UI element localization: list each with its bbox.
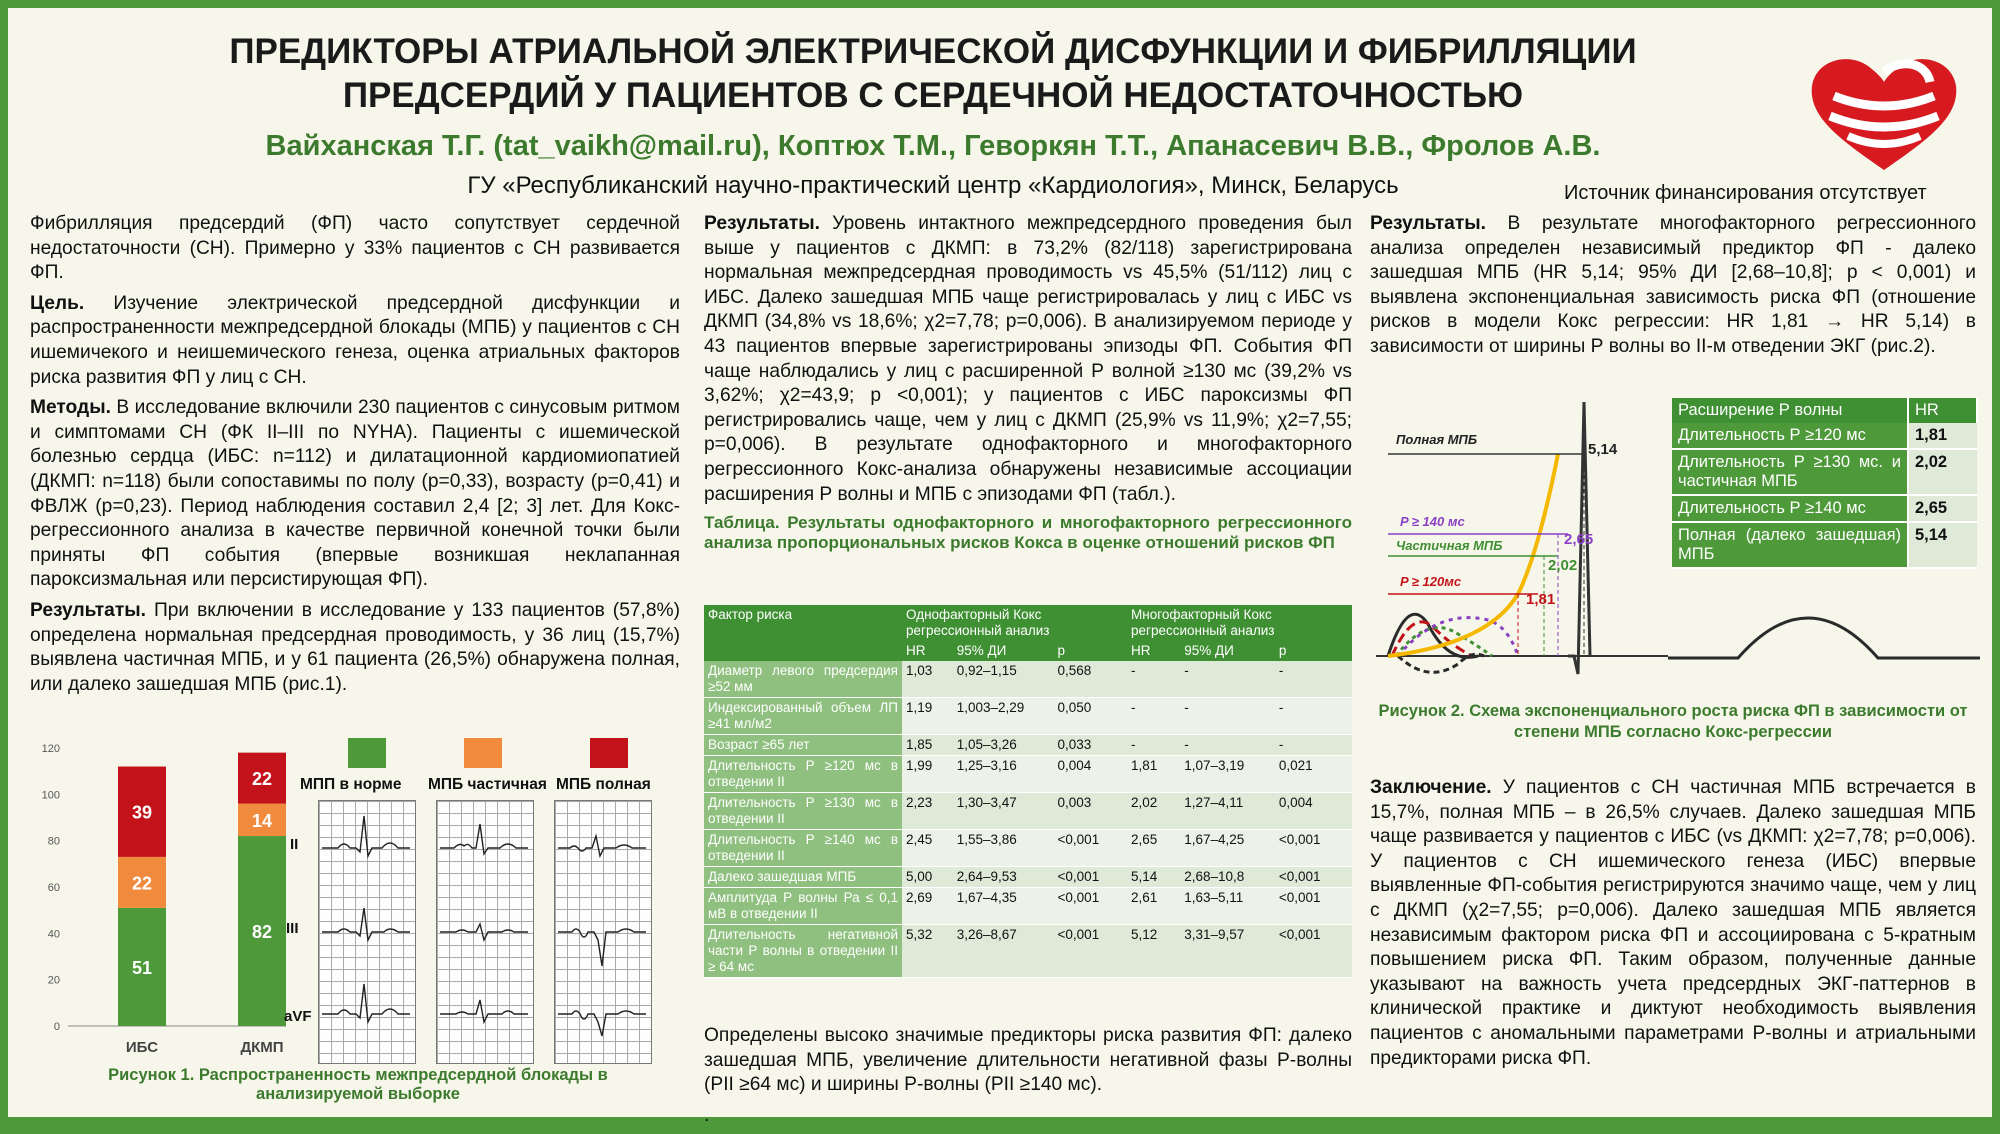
value-cell: 1,99 [902,756,953,793]
table-row [704,830,1352,867]
poster [8,8,1992,1126]
bar-value-label: 82 [251,922,273,943]
results-paragraph-2: Результаты. Уровень интактного межпредсердного проведения был выше у пациентов с ДКМП: в 73,2% (82/118) зарегистрирована нормальная межпредсердная проводимость vs 45,5% (51/112) лиц с ИБС. Далеко зашедшая МПБ чаще регистрировалась у лиц с ИБС vs ДКМП (34,8% vs 18,6%; χ2=7,78; p=0,006). В анализируемом периоде у 43 пациентов впервые зарегистрированы эпизоды ФП. События ФП чаще наблюдались у лиц с расширенной Р волной ≥130 мс (39,2% vs 3,62%; χ2=43,9; р <0,001); у пациентов с ИБС пароксизмы ФП регистрировались чаще, чем у лиц с ДКМП (25,9% vs 11,9%; χ2=7,55; p=0,006). В результате однофакторного и многофакторного регрессионного Кокс-анализа обнаружены независимые ассоциации расширения Р волны и МПБ с эпизодами ФП (табл.). [704,213,1352,505]
value-cell: 2,69 [902,888,953,925]
hr-table-row [1672,423,1977,449]
table-row [704,661,1352,698]
value-cell: <0,001 [1275,888,1352,925]
table-caption: Таблица. Результаты однофакторного и многофакторного регрессионного анализа пропорциональных рисков Кокса в оценке отношений рисков ФП [704,513,1352,553]
figure-2-caption: Рисунок 2. Схема экспоненциального роста риска ФП в зависимости от степени МПБ согласно Кокс-регрессии [1378,702,1968,741]
column-2 [704,212,1352,559]
label-p120: P ≥ 120мс [1400,574,1462,589]
value-cell: 5,32 [902,925,953,978]
value-cell: 0,021 [1275,756,1352,793]
lead-label-avf: aVF [284,1008,312,1025]
value-cell: 5,12 [1127,925,1180,978]
results-paragraph-3: Результаты. В результате многофакторного регрессионного анализа определен независимый предиктор ФП - далеко зашедшая МПБ (HR 5,14; 95% ДИ [2,68–10,8]; p < 0,001) и выявлена экспоненциальная зависимость риска ФП (отношение рисков в модели Кокс регрессии: HR 1,81 → HR 5,14) в зависимости от ширины Р волны во II-м отведении ЭКГ (рис.2). [1370,213,1976,357]
ecg-traces [318,800,658,1064]
affiliation: ГУ «Республиканский научно-практический центр «Кардиология», Минск, Беларусь [467,172,1399,199]
value-cell: 0,050 [1054,698,1127,735]
value-cell: 1,81 [1127,756,1180,793]
y-tick-label: 80 [47,835,60,848]
value-cell: <0,001 [1054,830,1127,867]
value-cell: - [1127,661,1180,698]
value-cell: - [1180,735,1275,756]
label-p140: P ≥ 140 мс [1400,514,1465,529]
bar-value-label: 22 [131,873,153,894]
funding-note: Источник финансирования отсутствует [1564,182,1927,204]
figure-1-bar-chart [28,726,293,1066]
hr-table-row [1672,495,1977,522]
figure-2-diagram [1368,394,1668,694]
stray-dot: . [704,1104,710,1126]
lead-label-iii: III [286,920,299,937]
hr-factor-cell: Длительность Р ≥130 мс. и частичная МПБ [1672,449,1908,495]
value-cell: 5,00 [902,867,953,888]
figure-1-caption: Рисунок 1. Распространенность межпредсердной блокады в анализируемой выборке [108,1066,608,1103]
legend-swatch-normal [348,738,386,768]
hr-value-cell: 2,65 [1908,495,1977,522]
intro-text: Фибрилляция предсердий (ФП) часто сопутствует сердечной недостаточности (СН). Примерно у 33% пациентов с СН развивается ФП. [30,213,680,284]
value-cell: 2,02 [1127,793,1180,830]
value-cell: 1,25–3,16 [953,756,1054,793]
hr-factor-cell: Длительность Р ≥140 мс [1672,495,1908,522]
value-cell: 0,004 [1275,793,1352,830]
value-cell: 3,31–9,57 [1180,925,1275,978]
heart-logo-icon [1804,52,1964,176]
bar-value-label: 51 [131,957,153,978]
value-cell: 0,004 [1054,756,1127,793]
y-tick-label: 100 [41,789,60,802]
summary-text: Определены высоко значимые предикторы риска развития ФП: далеко зашедшая МПБ, увеличение длительности негативной фазы Р-волны (PII ≥64 мс) и ширины Р-волны (PII ≥140 мс). [704,1025,1352,1096]
value-cell: - [1275,661,1352,698]
table-header-p: p [1275,641,1352,661]
value-cell: 1,03 [902,661,953,698]
value-cell: 2,65 [1127,830,1180,867]
ecg-trace-partial-iii [440,924,528,940]
results-paragraph-1: Результаты. При включении в исследование у 133 пациентов (57,8%) определена нормальная предсердная проводимость, у 36 лиц (15,7%) выявлена частичная МПБ, и у 61 пациента (26,5%) обнаружена полная, или далеко зашедшая МПБ (рис.1). [30,599,680,695]
column-2-summary [704,1024,1352,1134]
value-cell: 0,568 [1054,661,1127,698]
value-cell: 1,27–4,11 [1180,793,1275,830]
risk-factor-cell: Длительность негативной части Р волны в отведении II ≥ 64 мс [704,925,902,978]
value-cell: 2,45 [902,830,953,867]
table-row [704,925,1352,978]
risk-factor-cell: Индексированный объем ЛП ≥41 мл/м2 [704,698,902,735]
table-header-p: p [1054,641,1127,661]
value-5-14: 5,14 [1588,441,1618,458]
bar-value-label: 14 [251,810,273,831]
bar-value-label: 39 [131,802,153,823]
cox-results-table [704,605,1352,978]
ecg-trace-partial-ii [440,824,528,854]
column-3 [1370,212,1976,366]
ecg-trace-normal-ii [322,816,410,856]
value-cell: <0,001 [1054,925,1127,978]
value-cell: 0,92–1,15 [953,661,1054,698]
value-cell: 3,26–8,67 [953,925,1054,978]
bar-value-label: 22 [251,769,273,790]
value-cell: 2,23 [902,793,953,830]
legend-normal: МПП в норме [300,776,402,793]
y-tick-label: 120 [41,743,60,755]
risk-factor-cell: Далеко зашедшая МПБ [704,867,902,888]
authors: Вайханская Т.Г. (tat_vaikh@mail.ru), Коптюх Т.М., Геворкян Т.Т., Апанасевич В.В., Фролов А.В. [265,130,1601,162]
value-cell: 5,14 [1127,867,1180,888]
y-tick-label: 0 [53,1021,60,1033]
risk-factor-cell: Длительность Р ≥140 мс в отведении II [704,830,902,867]
lead-label-ii: II [290,836,299,853]
value-cell: 1,63–5,11 [1180,888,1275,925]
y-tick-label: 20 [47,974,60,987]
legend-partial: МПБ частичная [428,776,547,793]
hr-table-header-2: HR [1908,398,1977,423]
table-row [704,867,1352,888]
risk-factor-cell: Длительность Р ≥130 мс в отведении II [704,793,902,830]
value-cell: - [1180,698,1275,735]
ecg-trace-normal-avf [322,984,410,1022]
hr-factor-cell: Полная (далеко зашедшая) МПБ [1672,522,1908,568]
value-cell: 1,67–4,35 [953,888,1054,925]
hr-factor-cell: Длительность Р ≥120 мс [1672,423,1908,449]
category-label: ИБС [125,1039,159,1056]
table-row [704,888,1352,925]
value-cell: 1,05–3,26 [953,735,1054,756]
category-label: ДКМП [240,1039,284,1056]
hr-table-header-1: Расширение Р волны [1672,398,1908,423]
value-cell: 1,55–3,86 [953,830,1054,867]
risk-factor-cell: Длительность Р ≥120 мс в отведении II [704,756,902,793]
value-cell: 0,033 [1054,735,1127,756]
ecg-trace-normal-iii [322,908,410,940]
ecg-trace-full-avf [558,1011,646,1036]
value-cell: <0,001 [1275,830,1352,867]
value-cell: - [1180,661,1275,698]
legend-swatch-partial [464,738,502,768]
label-full-mpb: Полная МПБ [1396,432,1478,447]
value-cell: 2,68–10,8 [1180,867,1275,888]
column-1 [30,212,680,703]
risk-factor-cell: Амплитуда Р волны Ра ≤ 0,1 мВ в отведении II [704,888,902,925]
y-tick-label: 40 [47,928,60,941]
label-partial-mpb: Частичная МПБ [1396,538,1503,553]
value-cell: - [1127,698,1180,735]
legend-swatch-full [590,738,628,768]
value-cell: 1,003–2,29 [953,698,1054,735]
conclusion-paragraph: Заключение. У пациентов с СН частичная МПБ встречается в 15,7%, полная МПБ – в 26,5% случаев. Далеко зашедшая МПБ чаще развивается у пациентов с ИБС (vs ДКМП: χ2=7,78; p=0,006). У пациентов с СН ишемического генеза (ИБС) впервые выявленные ФП-события регистрируются значимо чаще, чем у лиц с ДКМП (χ2=7,55; p=0,006). Далеко зашедшая МПБ является независимым фактором риска ФП и ассоциирована с 5-кратным повышением риска ФП. Таким образом, полученные данные указывают на важность учета предсердных ЭКГ-паттернов в клинической практике и диктуют необходимость выявления пациентов с аномальными параметрами Р-волны и атриальными предикторами риска ФП. [1370,777,1976,1069]
ecg-trace-partial-avf [440,1000,528,1022]
ecg-trace-full-ii [558,836,646,856]
hr-value-cell: 2,02 [1908,449,1977,495]
value-cell: 2,61 [1127,888,1180,925]
hr-table-row [1672,449,1977,495]
ecg-trace-full-iii [558,929,646,966]
value-cell: <0,001 [1275,867,1352,888]
value-cell: 1,85 [902,735,953,756]
hr-table-row [1672,522,1977,568]
column-3-conclusion [1370,776,1976,1077]
value-cell: 2,64–9,53 [953,867,1054,888]
methods-paragraph: Методы. В исследование включили 230 пациентов с синусовым ритмом и симптомами СН (ФК II–III по NYHA). Пациенты с ишемической болезнью сердца (ИБС: n=112) и дилатационной кардиомиопатией (ДКМП: n=118) были сопоставимы по полу (p=0,33), возрасту (p=0,41) и ФВЛЖ (p=0,23). Период наблюдения составил 2,4 [2; 3] лет. Для Кокс-регрессионного анализа в качестве первичной конечной точки были приняты ФП события (впервые возникшая неклапанная пароксизмальная или персистирующая ФП). [30,397,680,591]
table-header-factor: Фактор риска [704,605,902,661]
value-cell: <0,001 [1054,888,1127,925]
y-tick-label: 60 [47,882,60,894]
risk-factor-cell: Диаметр левого предсердия ≥52 мм [704,661,902,698]
poster-title: ПРЕДИКТОРЫ АТРИАЛЬНОЙ ЭЛЕКТРИЧЕСКОЙ ДИСФУНКЦИИ И ФИБРИЛЛЯЦИИ ПРЕДСЕРДИЙ У ПАЦИЕНТОВ С СЕРДЕЧНОЙ НЕДОСТАТОЧНОСТЬЮ [229,32,1637,115]
value-cell: - [1275,735,1352,756]
value-2-02: 2,02 [1548,557,1578,574]
value-cell: <0,001 [1275,925,1352,978]
value-cell: <0,001 [1054,867,1127,888]
value-cell: - [1275,698,1352,735]
table-header-ci: 95% ДИ [953,641,1054,661]
aim-paragraph: Цель. Изучение электрической предсердной дисфункции и распространенности межпредсердной блокады (МПБ) у пациентов с СН ишемичекого и неишемического генеза, оценка атриальных факторов риска развития ФП у лиц с СН. [30,292,680,388]
t-wave-decoration [1668,588,1980,668]
value-1-81: 1,81 [1526,591,1556,608]
table-header-hr: HR [902,641,953,661]
table-header-hr: HR [1127,641,1180,661]
table-header-ci: 95% ДИ [1180,641,1275,661]
risk-factor-cell: Возраст ≥65 лет [704,735,902,756]
table-row [704,735,1352,756]
value-2-65: 2,65 [1564,531,1594,548]
hr-table [1672,398,1978,569]
table-header-multivariate: Многофакторный Кокс регрессионный анализ [1127,605,1352,641]
table-row [704,793,1352,830]
table-row [704,698,1352,735]
value-cell: 1,30–3,47 [953,793,1054,830]
hr-value-cell: 1,81 [1908,423,1977,449]
value-cell: 1,67–4,25 [1180,830,1275,867]
value-cell: 1,07–3,19 [1180,756,1275,793]
value-cell: 0,003 [1054,793,1127,830]
hr-value-cell: 5,14 [1908,522,1977,568]
legend-full: МПБ полная [556,776,651,793]
value-cell: - [1127,735,1180,756]
table-header-univariate: Однофакторный Кокс регрессионный анализ [902,605,1127,641]
value-cell: 1,19 [902,698,953,735]
table-row [704,756,1352,793]
